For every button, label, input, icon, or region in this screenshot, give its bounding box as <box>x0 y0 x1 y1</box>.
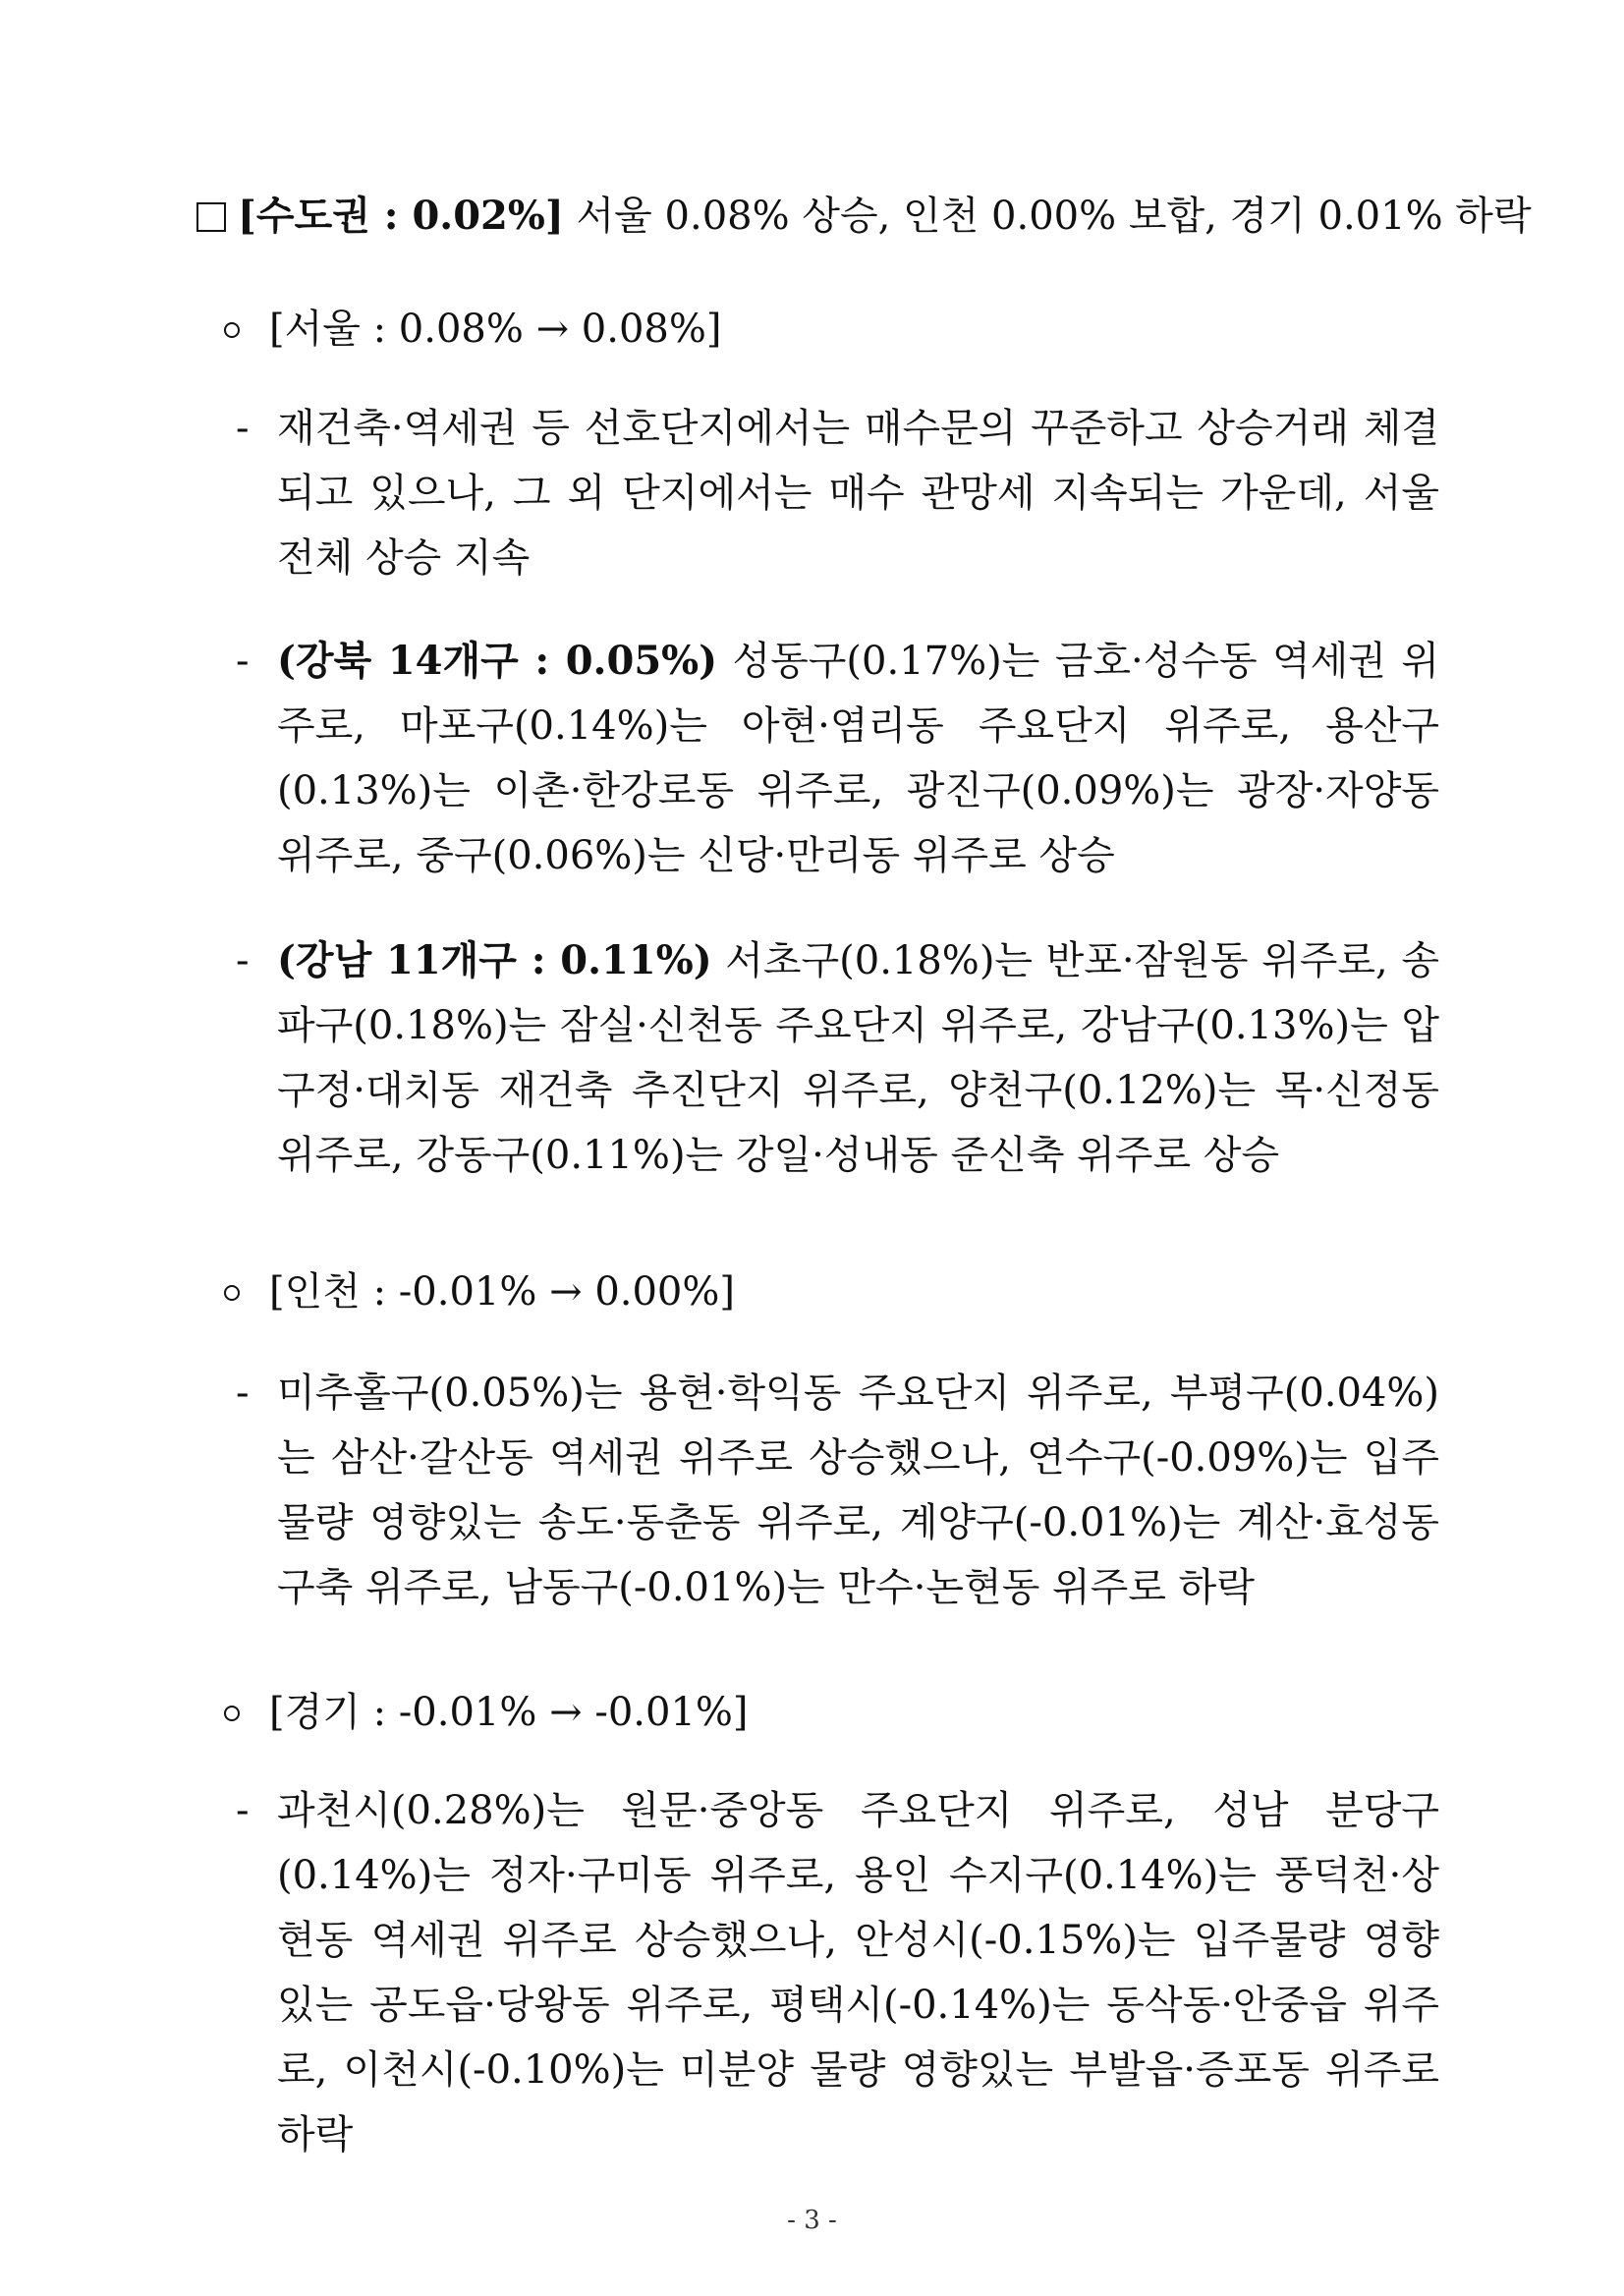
bullet-text: 서초구(0.18%)는 반포·잠원동 위주로, 송파구(0.18%)는 잠실·신천동 주요단지 위주로, 강남구(0.13%)는 압구정·대치동 재건축 추진단지 위주로, 양천구(0.12%)는 목·신정동 위주로, 강동구(0.11%)는 강일·성내동 준신축 위주로 상승 <box>277 938 1439 1178</box>
headline <box>196 187 1532 246</box>
dash-icon: - <box>236 938 250 983</box>
headline-region: [수도권 : 0.02%] <box>238 193 564 239</box>
circle-bullet-icon <box>224 1706 240 1721</box>
bullet-text: 재건축·역세권 등 선호단지에서는 매수문의 꾸준하고 상승거래 체결되고 있으나, 그 외 단지에서는 매수 관망세 지속되는 가운데, 서울 전체 상승 지속 <box>277 406 1439 581</box>
bullet-gangbuk <box>236 629 1439 888</box>
dash-icon: - <box>236 1788 250 1833</box>
dash-icon: - <box>236 1371 250 1416</box>
bullet-text: 과천시(0.28%)는 원문·중앙동 주요단지 위주로, 성남 분당구(0.14%)는 정자·구미동 위주로, 용인 수지구(0.14%)는 풍덕천·상현동 역세권 위주로 상승했으나, 안성시(-0.15%)는 입주물량 영향있는 공도읍·당왕동 위주로, 평택시(-0.14%)는 동삭동·안중읍 위주로, 이천시(-0.10%)는 미분양 물량 영향있는 부발읍·증포동 위주로 하락 <box>277 1788 1439 2157</box>
bullet-text: 성동구(0.17%)는 금호·성수동 역세권 위주로, 마포구(0.14%)는 아현·염리동 주요단지 위주로, 용산구(0.13%)는 이촌·한강로동 위주로, 광진구(0.09%)는 광장·자양동 위주로, 중구(0.06%)는 신당·만리동 위주로 상승 <box>277 639 1439 878</box>
circle-bullet-icon <box>224 1285 240 1301</box>
bullet-seoul-overview <box>236 396 1439 590</box>
circle-bullet-icon <box>224 322 240 338</box>
bullet-gangnam <box>236 928 1439 1188</box>
section-title-incheon: [인천 : -0.01% → 0.00%] <box>224 1262 735 1321</box>
bullet-incheon <box>236 1361 1439 1620</box>
headline-text: 서울 0.08% 상승, 인천 0.00% 보합, 경기 0.01% 하락 <box>576 194 1532 239</box>
bullet-text: 미추홀구(0.05%)는 용현·학익동 주요단지 위주로, 부평구(0.04%)는 삼산·갈산동 역세권 위주로 상승했으나, 연수구(-0.09%)는 입주물량 영향있는 송도·동춘동 위주로, 계양구(-0.01%)는 계산·효성동 구축 위주로, 남동구(-0.01%)는 만수·논현동 위주로 하락 <box>277 1371 1439 1610</box>
dash-icon: - <box>236 406 250 451</box>
bullet-lead: (강북 14개구 : 0.05%) <box>277 638 718 684</box>
bullet-lead: (강남 11개구 : 0.11%) <box>277 937 712 983</box>
section-title-seoul: [서울 : 0.08% → 0.08%] <box>224 300 721 359</box>
section-title-gyeonggi: [경기 : -0.01% → -0.01%] <box>224 1683 749 1742</box>
page-number: - 3 - <box>787 2206 837 2235</box>
bullet-gyeonggi <box>236 1778 1439 2167</box>
dash-icon: - <box>236 639 250 684</box>
checkbox-icon <box>196 202 226 232</box>
